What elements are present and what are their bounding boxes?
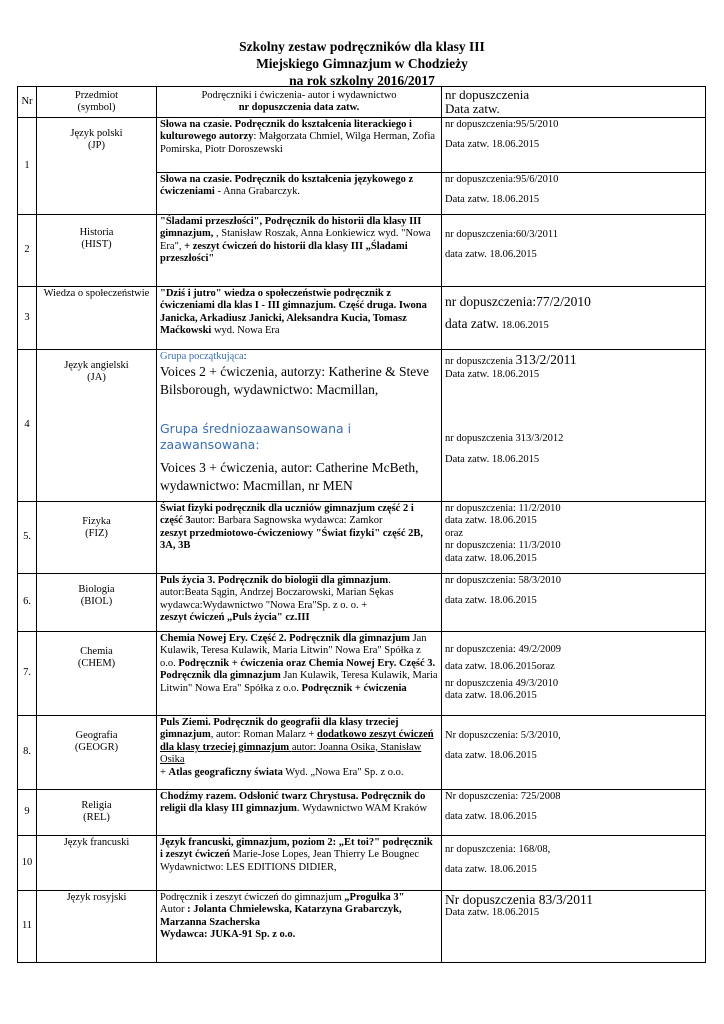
book-cell [157, 350, 442, 502]
author-label: Autor [160, 904, 185, 916]
approval-date: Data zatw. 18.06.2015 [445, 369, 540, 380]
table-row [18, 790, 706, 836]
approval-number: Nr dopuszczenia: 725/2008 [445, 791, 561, 802]
book-title: "Śladami przeszłości", Podręcznik do historii dla klasy III gimnazjum, [160, 216, 422, 240]
header-subject-line2: (symbol) [77, 102, 116, 113]
subject-cell [37, 215, 157, 287]
book-authors: . autor:Beata Sągin, Andrzej Boczarowski, Marian Sękas wydawca:Wydawnictwo "Nowa Era"Sp. z o. o. + [160, 575, 394, 611]
table-row [18, 891, 706, 963]
subject-name: Biologia [78, 584, 115, 595]
approval-date: data zatw. 18.06.2015 [445, 690, 537, 702]
approval-number: nr dopuszczenia 49/3/2010 [445, 677, 559, 689]
title-line-2: Miejskiego Gimnazjum w Chodzieży [256, 56, 468, 71]
table-row [18, 118, 706, 173]
row-number: 7. [18, 632, 37, 716]
subject-cell [37, 716, 157, 790]
book-cell [157, 790, 442, 836]
approval-cell [442, 215, 706, 287]
approval-number: nr dopuszczenia: 11/2/2010 [445, 503, 561, 514]
approval-date: data zatw. 18.06.2015oraz [445, 661, 555, 673]
subject-symbol: (JA) [87, 372, 106, 384]
approval-date: 18.06.2015 [498, 320, 549, 331]
approval-number: nr dopuszczenia:77/2/2010 [445, 294, 591, 309]
header-approval-line1: nr dopuszczenia [445, 87, 530, 102]
approval-date: data zatw. 18.06.2015 [445, 864, 537, 876]
header-subject [37, 87, 157, 118]
approval-cell [442, 574, 706, 632]
approval-number: nr dopuszczenia:95/6/2010 [445, 174, 559, 185]
book-authors: : Małgorzata Chmiel, Wilga Herman, Zofia Pomirska, Piotr Doroszewski [160, 131, 436, 155]
subject-cell [37, 790, 157, 836]
table-row [18, 287, 706, 350]
header-books-line2: nr dopuszczenia data zatw. [238, 102, 360, 113]
atlas-title: Atlas geograficzny świata [168, 766, 283, 778]
row-number: 3 [18, 287, 37, 350]
approval-date: data zatw. 18.06.2015 [445, 552, 537, 564]
book-authors: Marie-Jose Lopes, Jean Thierry Le Bougnec Wydawnictwo: LES EDITIONS DIDIER, [160, 849, 420, 873]
approval-number: Nr dopuszczenia 83/3/2011 [445, 892, 593, 907]
table-row [18, 632, 706, 716]
book-cell [157, 287, 442, 350]
plus-sign: + [160, 766, 169, 778]
book-title: Podręcznik + ćwiczenia oraz Chemia Nowej Ery. Część 3. Podręcznik dla gimnazjum [160, 657, 436, 682]
row-number: 5. [18, 502, 37, 574]
book-authors: , Stanisław Roszak, Anna Łonkiewicz wyd. "Nowa Era", [160, 228, 431, 252]
title-line-1: Szkolny zestaw podręczników dla klasy III [239, 39, 485, 54]
title-line-3: na rok szkolny 2016/2017 [289, 73, 435, 88]
approval-cell [442, 632, 706, 716]
book-title: „Progułka 3" [344, 892, 405, 903]
row-number: 9 [18, 790, 37, 836]
row-number: 8. [18, 716, 37, 790]
header-nr: Nr [18, 87, 37, 118]
book-description: Podręcznik i zeszyt ćwiczeń do gimnazjum [160, 892, 345, 903]
document-title [0, 38, 724, 89]
book-title: "Dziś i jutro" wiedza o społeczeństwie podręcznik z ćwiczeniami dla klas I - III gimnazjum. Część druga. Iwona Janicka, Arkadiusz Janicki, Aleksandra Kucia, Tomasz Maćkowski [160, 288, 427, 337]
book-title: Voices 3 + ćwiczenia, autor: Catherine McBeth, wydawnictwo: Macmillan, nr MEN [160, 460, 419, 494]
approval-date: Data zatw. 18.06.2015 [445, 194, 540, 206]
book-workbook: zeszyt przedmiotowo-ćwiczeniowy "Świat fizyki" część 2B, 3A, 3B [160, 527, 424, 552]
subject-symbol: (GEOGR) [74, 742, 119, 754]
book-title: Chodźmy razem. Odsłonić twarz Chrystusa. Podręcznik do religii dla klasy III gimnazjum [160, 791, 426, 815]
approval-number: Nr dopuszczenia: 5/3/2010, [445, 730, 561, 741]
book-workbook: dodatkowo zeszyt ćwiczeń dla klasy trzeciej gimnazjum [160, 729, 434, 753]
book-title: Słowa na czasie. Podręcznik do kształcenia literackiego i kulturowego autorzy [160, 119, 412, 143]
approval-date: data zatw. 18.06.2015 [445, 811, 537, 823]
book-title: Puls Ziemi. Podręcznik do geografii dla klasy trzeciej gimnazjum [160, 717, 399, 741]
textbook-table [17, 86, 706, 963]
approval-cell [442, 891, 706, 963]
table-row [18, 716, 706, 790]
approval-number: nr dopuszczenia: 49/2/2009 [445, 644, 562, 655]
row-number: 6. [18, 574, 37, 632]
approval-number: nr dopuszczenia 313/3/2012 [445, 433, 564, 445]
book-authors: Jan Kulawik, Teresa Kulawik, Maria Litwin" Nowa Era" Spółka z o.o. [160, 633, 427, 669]
subject-symbol: (JP) [88, 140, 105, 152]
approval-date: data zatw. 18.06.2015 [445, 750, 537, 762]
table-row [18, 502, 706, 574]
table-row [18, 574, 706, 632]
approval-number: 313/2/2011 [515, 352, 577, 367]
subject-cell [37, 836, 157, 891]
approval-date: data zatw. 18.06.2015 [445, 515, 537, 527]
book-cell [157, 502, 442, 574]
subject-cell [37, 287, 157, 350]
book-cell [157, 891, 442, 963]
approval-cell [442, 502, 706, 574]
book-authors: autor: Barbara Sagnowska wydawca: Zamkor [190, 515, 383, 527]
subject-name: Język angielski [64, 360, 129, 371]
header-approval [442, 87, 706, 118]
row-number: 10 [18, 836, 37, 891]
row-number: 11 [18, 891, 37, 963]
book-title: Słowa na czasie. Podręcznik do kształcenia językowego z ćwiczeniami [160, 174, 414, 198]
atlas-publisher: Wyd. „Nowa Era" Sp. z o.o. [282, 766, 404, 778]
subject-name: Język polski [70, 128, 123, 139]
header-subject-line1: Przedmiot [74, 89, 119, 101]
subject-name: Chemia [80, 646, 113, 657]
book-workbook: zeszyt ćwiczeń „Puls życia" cz.III [160, 612, 310, 624]
approval-cell [442, 173, 706, 215]
subject-name: Język rosyjski [66, 892, 127, 903]
approval-date: Data zatw. 18.06.2015 [445, 907, 540, 918]
book-workbook: Podręcznik + ćwiczenia [301, 682, 407, 694]
table-row [18, 350, 706, 502]
subject-symbol: (REL) [83, 812, 110, 824]
approval-date-label: data zatw. [445, 316, 499, 331]
approval-date: Data zatw. 18.06.2015 [445, 139, 540, 151]
approval-cell [442, 790, 706, 836]
subject-cell [37, 632, 157, 716]
approval-and: oraz [445, 527, 464, 539]
book-authors: Jan Kulawik, Teresa Kulawik, Maria Litwin" Nowa Era" Spółka z o.o. [160, 670, 438, 694]
header-books-line1: Podręczniki i ćwiczenia- autor i wydawnictwo [201, 89, 397, 101]
header-row [18, 87, 706, 118]
approval-cell [442, 836, 706, 891]
row-number: 1 [18, 118, 37, 215]
book-title: Voices 2 + ćwiczenia, autorzy: Katherine & Steve Bilsborough, wydawnictwo: Macmillan, [160, 364, 430, 398]
book-authors: , autor: Roman Malarz + [210, 729, 317, 741]
approval-number: nr dopuszczenia: 168/08, [445, 844, 551, 855]
book-cell [157, 215, 442, 287]
book-authors: - Anna Grabarczyk. [214, 186, 300, 198]
subject-cell [37, 891, 157, 963]
subject-name: Historia [79, 227, 114, 238]
subject-symbol: (BIOL) [80, 596, 113, 608]
subject-name: Fizyka [82, 516, 111, 527]
header-approval-line2: Data zatw. [445, 101, 500, 116]
approval-number: nr dopuszczenia:95/5/2010 [445, 119, 559, 130]
row-number: 4 [18, 350, 37, 502]
group-label-beginner: Grupa początkująca [160, 351, 244, 362]
subject-cell [37, 118, 157, 215]
book-title: Puls życia 3. Podręcznik do biologii dla gimnazjum [160, 575, 389, 586]
subject-symbol: (FIZ) [85, 528, 108, 540]
book-publisher: wyd. Nowa Era [211, 325, 280, 337]
approval-number-label: nr dopuszczenia [445, 356, 516, 367]
approval-date: data zatw. 18.06.2015 [445, 249, 537, 261]
approval-date: Data zatw. 18.06.2015 [445, 453, 540, 465]
subject-cell [37, 574, 157, 632]
table-row [18, 215, 706, 287]
table-row [18, 836, 706, 891]
subject-name: Geografia [75, 730, 118, 741]
approval-cell [442, 118, 706, 173]
book-publisher: . Wydawnictwo WAM Kraków [296, 803, 428, 815]
approval-cell [442, 350, 706, 502]
book-cell [157, 173, 442, 215]
book-title: Chemia Nowej Ery. Część 2. Podręcznik dla gimnazjum [160, 633, 410, 644]
book-authors: : Jolanta Chmielewska, Katarzyna Grabarczyk, Marzanna Szacherska [160, 904, 402, 928]
subject-cell [37, 350, 157, 502]
header-books [157, 87, 442, 118]
approval-number: nr dopuszczenia: 11/3/2010 [445, 540, 561, 552]
row-number: 2 [18, 215, 37, 287]
book-cell [157, 574, 442, 632]
approval-number: nr dopuszczenia: 58/3/2010 [445, 575, 562, 586]
subject-name: Język francuski [63, 837, 130, 848]
book-cell [157, 836, 442, 891]
book-title: Świat fizyki podręcznik dla uczniów gimnazjum część 2 i część 3 [160, 503, 414, 527]
approval-cell [442, 716, 706, 790]
approval-date: data zatw. 18.06.2015 [445, 595, 537, 607]
approval-cell [442, 287, 706, 350]
group-label-advanced: Grupa średniozaawansowana i zaawansowana: [160, 421, 352, 453]
book-cell [157, 716, 442, 790]
subject-symbol: (CHEM) [77, 658, 116, 670]
group-label-colon: : [243, 351, 247, 362]
book-cell [157, 632, 442, 716]
subject-cell [37, 502, 157, 574]
subject-name: Religia [81, 800, 112, 811]
book-title: Język francuski, gimnazjum, poziom 2: „Et toi?" podręcznik i zeszyt ćwiczeń [160, 837, 433, 861]
subject-symbol: (HIST) [81, 239, 112, 251]
workbook-authors: autor: Joanna Osika, Stanisław Osika [160, 741, 422, 766]
book-workbook: + zeszyt ćwiczeń do historii dla klasy III „Śladami przeszłości" [160, 240, 408, 265]
book-cell [157, 118, 442, 173]
approval-number: nr dopuszczenia:60/3/2011 [445, 229, 559, 240]
subject-name: Wiedza o społeczeństwie [43, 288, 150, 299]
book-publisher: Wydawca: JUKA-91 Sp. z o.o. [160, 929, 296, 941]
